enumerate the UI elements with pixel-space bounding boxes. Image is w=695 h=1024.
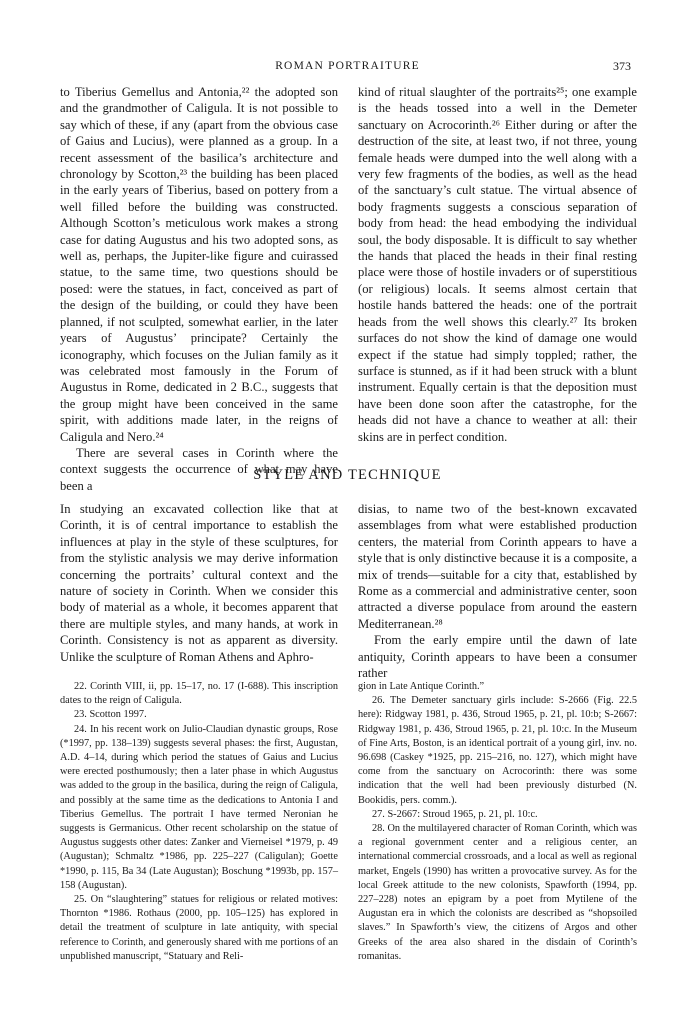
footnote-23: 23. Scotton 1997. — [74, 709, 147, 721]
footnote-27: 27. S-2667: Stroud 1965, p. 21, pl. 10:c. — [372, 808, 538, 820]
footnotes-left — [60, 680, 338, 964]
paragraph: In studying an excavated collection like that at Corinth, it is of central importance to establish the influences at play in the style of these sculptures, for from the stylistic analysis we may derive information concerning the portraits’ cultural context and the nature of society in Corinth. When we consider this body of material as a whole, it becomes apparent that there are multiple styles, and many hands, at work in Corinth. Consistency is not as apparent as diversity. Unlike the sculpture of Roman Athens and Aphro- — [60, 502, 338, 664]
body-column-right-section — [358, 501, 637, 681]
paragraph: There are several cases in Corinth where the context suggests the occurrence of what may have been a — [60, 445, 338, 493]
body-column-left-section — [60, 501, 338, 665]
running-head: ROMAN PORTRAITURE — [275, 60, 420, 72]
footnote-28: 28. On the multilayered character of Roman Corinth, which was a regional government center and a religious center, an international commercial crossroads, and a local as well as regional market, Engels (1990) has written a provocative survey. As for the local Greek attitude to the new colonists, Spawforth (1994, pp. 227–228) notes an epigram by a poet from Mytilene of the Augustan era in which the colonists are described as “shopsoiled slaves.” In Spawforth’s view, the citizens of Argos and other Greeks of the area also shared in the disdain of Corinth’s romanitas. — [358, 823, 637, 962]
footnote-24: 24. In his recent work on Julio-Claudian dynastic groups, Rose (*1997, pp. 138–139) suggests several phases: the first, Augustan, A.D. 4–14, during which period the statues of Gaius and Lucius were erected posthumously; then a later phase in which Augustus was added to the group in the basilica, during the reign of Caligula, and possibly at the same time as the dedications to Antonia I and Tiberius Gemellus. The portrait I have termed Neronian he suggests is Germanicus. Other recent scholarship on the statue of Augustus suggests other dates: Zanker and Vierneisel *1979, p. 49 (Augustan); Schmaltz *1986, pp. 225–227 (Caligulan); Goette *1990, p. 115, Ba 34 (Late Augustan); Boschung *1993b, pp. 157–158 (Augustan). — [60, 723, 338, 891]
page-number: 373 — [613, 59, 631, 73]
footnote-26: 26. The Demeter sanctuary girls include: S-2666 (Fig. 22.5 here): Ridgway 1981, p. 436, Stroud 1965, p. 21, pl. 10:b; S-2667: Ridgway 1981, p. 436, Stroud 1965, p. 21, pl. 10:c. In the Museum of Fine Arts, Boston, is an identical portrait of a young girl, inv. no. 96.698 (Caskey *1925, pp. 215–216, no. 127), which might have come from the sanctuary on Acrocorinth: there was some indication that the well had been previously disturbed (N. Bookidis, pers. comm.). — [358, 695, 637, 806]
body-column-right-top — [358, 84, 637, 445]
footnotes-right — [358, 680, 637, 964]
footnote-25: 25. On “slaughtering” statues for religious or related motives: Thornton *1986. Rothaus (2000, pp. 105–125) has explored in detail the treatment of sculpture in late antiquity, with special reference to Corinth, and generously shared with me portions of an unpublished manuscript, “Statuary and Reli- — [60, 894, 338, 962]
paragraph: kind of ritual slaughter of the portraits²⁵; one example is the heads tossed into a well in the Demeter sanctuary on Acrocorinth.²⁶ Either during or after the destruction of the site, at least two, if not three, young female heads were dumped into the well along with a very few fragments of the bodies, as well as the head of the sanctuary’s cult statue. The virtual absence of body fragments suggests a conscious separation of body from head: the head embodying the individual soul, the body disposable. It is difficult to say whether the hands that placed the heads in their final resting place were those of hostile invaders or of superstitious (or religious) locals. It seems almost certain that hostile hands battered the heads: one of the portrait heads from the well shows this clearly.²⁷ Its broken surfaces do not show the kind of damage one would expect if the statue had simply toppled; rather, the surface is stunned, as if it had been struck with a blunt instrument. Equally certain is that the deposition must have been done soon after the catastrophe, for the heads did not have a chance to weather at all: their skins are in perfect condition. — [358, 85, 637, 444]
body-column-left-top — [60, 84, 338, 494]
paragraph: to Tiberius Gemellus and Antonia,²² the adopted son and the grandmother of Caligula. It is not possible to say which of these, if any (apart from the obvious case of Gaius and Lucius), were planned as a group. In a recent assessment of the basilica’s architecture and chronology by Scotton,²³ the building has been placed in the early years of Tiberius, based on pottery from a well filled before the building was constructed. Although Scotton’s meticulous work makes a strong case for dating Augustus and his two adopted sons, as well as, perhaps, the Jupiter-like figure and cuirassed statue, to the same time, two questions should be posed: were the statues, in fact, conceived as part of the design of the building, or could they have been planned, if not sculpted, somewhat earlier, in the later years of Augustus’ principate? Certainly the iconography, which focuses on the Julian family as it was celebrated most famously in the Forum of Augustus in Rome, dedicated in 2 B.C., suggests that the group might have been conceived in the same spirit, with additions made later, in the reigns of Caligula and Nero.²⁴ — [60, 85, 338, 444]
paragraph: disias, to name two of the best-known excavated assemblages from what were established production centers, the material from Corinth appears to have a style that is only distinctive because it is a composite, a mix of trends—suitable for a city that, established by Rome as a commercial and administrative center, soon attracted a diverse populace from around the eastern Mediterranean.²⁸ — [358, 502, 637, 631]
section-heading: STYLE AND TECHNIQUE — [253, 467, 442, 483]
footnote-25-continuation: gion in Late Antique Corinth.” — [358, 681, 485, 692]
paragraph: From the early empire until the dawn of late antiquity, Corinth appears to have been a consumer rather — [358, 633, 637, 681]
footnote-22: 22. Corinth VIII, ii, pp. 15–17, no. 17 (I-688). This inscription dates to the reign of Caligula. — [60, 681, 338, 707]
